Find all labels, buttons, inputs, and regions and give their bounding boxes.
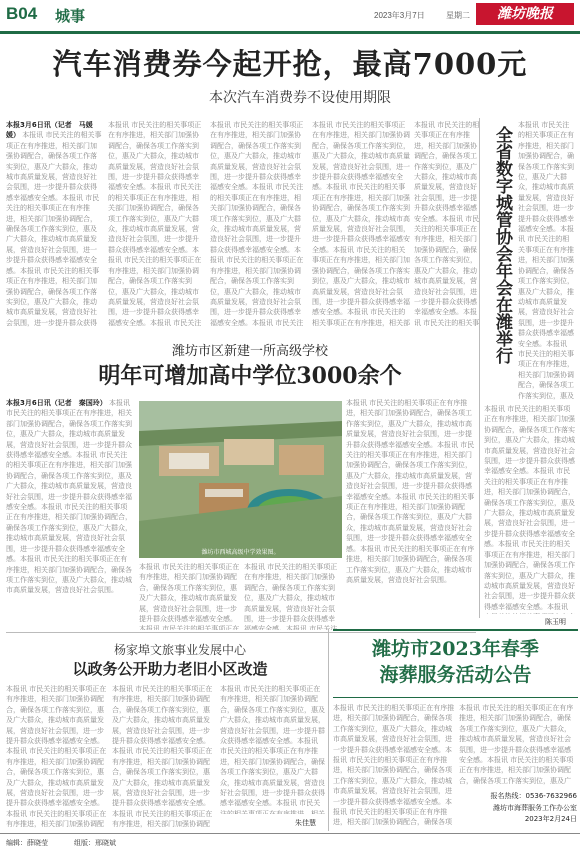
lead-body-col1 (6, 120, 103, 327)
issue-date: 2023年3月7日 (374, 11, 425, 20)
school-body-col2 (139, 562, 240, 630)
school-body-col4 (346, 398, 477, 630)
notice-divider (328, 629, 329, 831)
community-author: 朱佳慧 (295, 819, 316, 827)
newspaper-logo: 潍坊晚报 (476, 3, 574, 25)
community-body-col3 (220, 684, 325, 814)
lead-body-col3 (210, 120, 307, 327)
notice-body-col1 (333, 703, 455, 828)
school-byline: 本报3月6日讯（记者 秦国玲） (6, 399, 107, 407)
footer-editor: 编辑：薛晓莹 (6, 839, 48, 847)
photo-caption: 潍坊市西城高级中学效果图。 (201, 549, 280, 556)
lead-body-col5 (414, 120, 480, 327)
lead-headline: 汽车消费券今起开抢，最高7000元 (52, 47, 528, 81)
notice-issue-date: 2023年2月24日 (524, 815, 577, 823)
side-author: 陈玉明 (545, 618, 566, 626)
side-body-bottom (484, 404, 576, 614)
notice-title-line1: 潍坊市2023年春季 (372, 638, 539, 660)
side-headline: 全省数字城管协会年会在潍举行 (492, 126, 512, 364)
page-header (0, 0, 580, 34)
lead-subhead: 本次汽车消费券不设使用期限 (209, 90, 391, 106)
section-name: 城事 (55, 7, 86, 25)
page-footer (0, 833, 580, 852)
school-headline: 明年可增加高中学位3000余个 (98, 363, 402, 389)
issue-weekday: 星期二 (446, 11, 470, 20)
notice-body-col2 (459, 703, 577, 787)
lead-byline: 本报3月6日讯（记者 马媛媛） (6, 121, 93, 140)
notice-issuer: 潍坊市海葬服务工作办公室 (493, 804, 577, 812)
campus-rendering-image (139, 401, 342, 558)
community-body-col2 (112, 684, 216, 829)
lead-body-col4 (312, 120, 410, 327)
column-divider (479, 118, 480, 618)
school-kicker: 潍坊市区新建一所高级学校 (171, 344, 328, 359)
school-body-col3 (244, 562, 341, 630)
community-kicker: 杨家埠文旅事业发展中心 (113, 643, 246, 657)
side-body-top (518, 120, 576, 400)
community-body-col1 (6, 684, 108, 829)
community-headline: 以政务公开助力老旧小区改造 (72, 660, 268, 678)
notice-phone: 报名热线：0536-7632966 (490, 792, 577, 800)
footer-proof: 组版：邢晓斌 (74, 839, 116, 847)
notice-title-line2: 海葬服务活动公告 (379, 664, 532, 686)
school-rendering-photo (139, 401, 342, 558)
page-number: B04 (6, 4, 38, 23)
lead-body-col2 (108, 120, 205, 327)
school-body-col1 (6, 398, 134, 630)
